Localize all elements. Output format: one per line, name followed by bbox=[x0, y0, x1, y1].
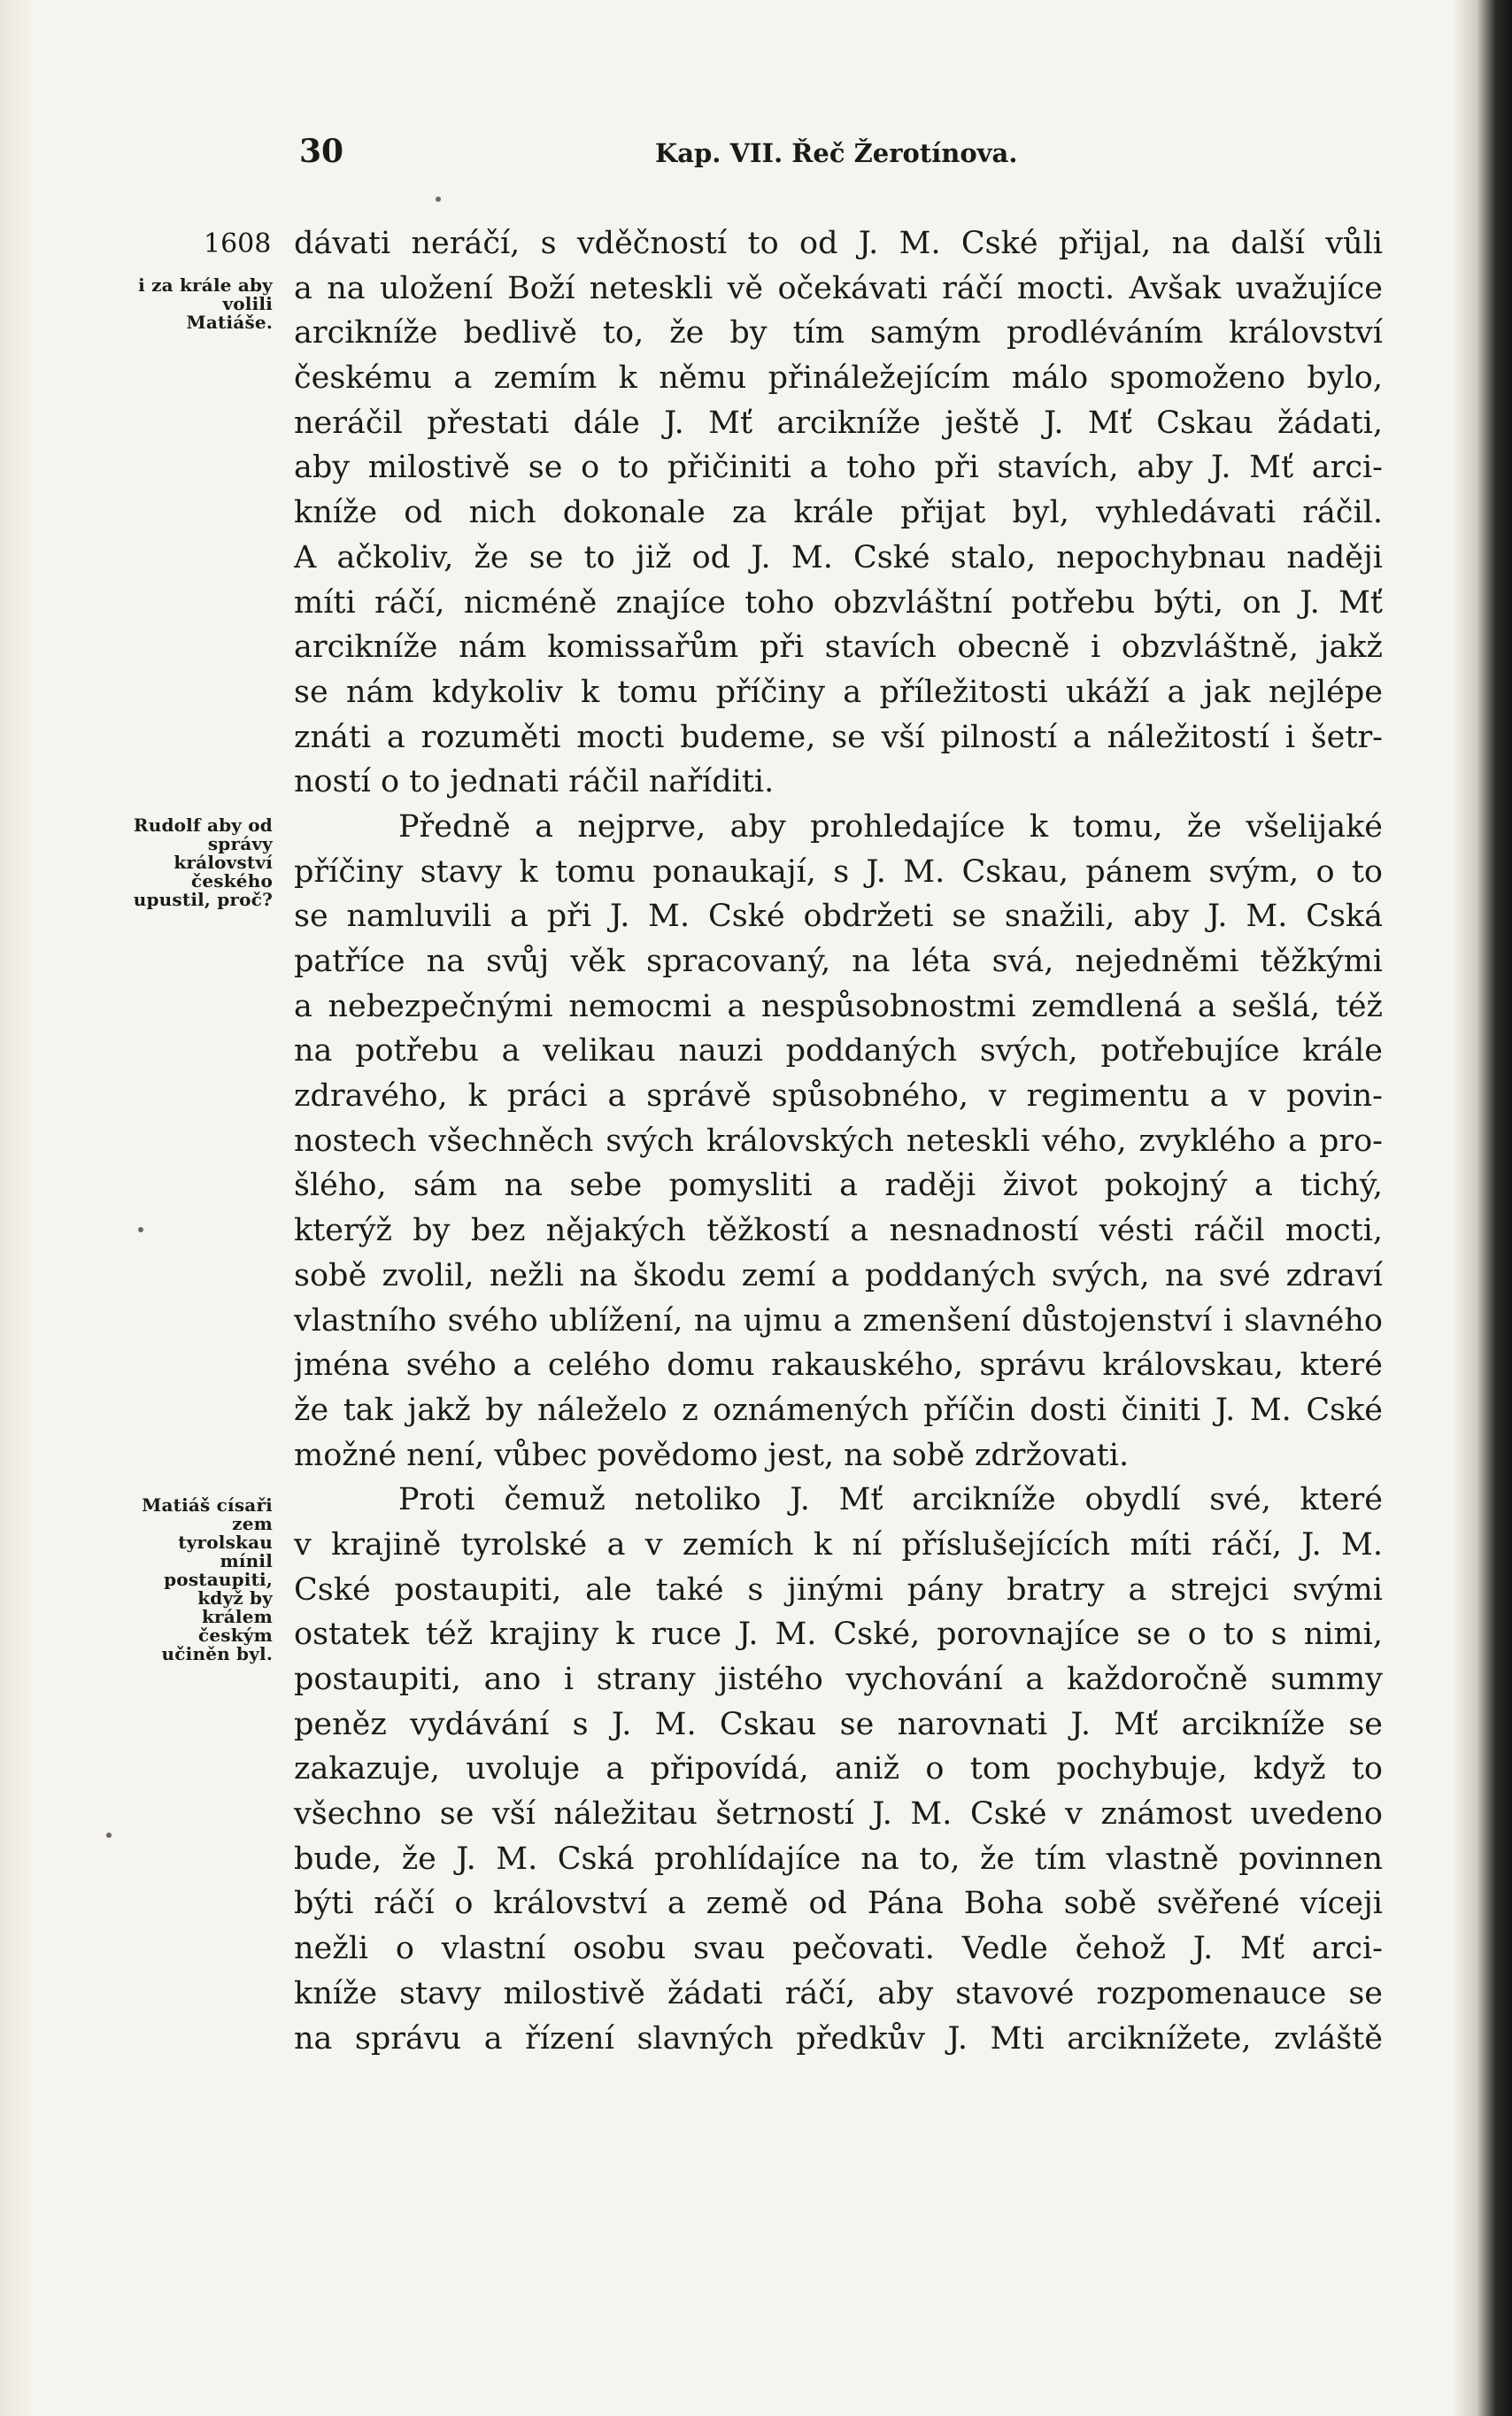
running-head: Kap. VII. Řeč Žerotínova. bbox=[655, 138, 1018, 168]
page-number: 30 bbox=[299, 133, 344, 170]
text-line: postaupiti, ano i strany jistého vychování a každoročně summy bbox=[294, 1662, 1383, 1697]
text-line: jména svého a celého domu rakauského, správu královskau, které bbox=[294, 1347, 1383, 1384]
body-text bbox=[294, 221, 1383, 2061]
margin-year: 1608 bbox=[204, 228, 272, 259]
text-line: na správu a řízení slavných předkův J. Mti arciknížete, zvláště bbox=[294, 2020, 1383, 2057]
text-line: možné není, vůbec povědomo jest, na sobě zdržovati. bbox=[294, 1437, 1130, 1473]
text-line: patříce na svůj věk spracovaný, na léta svá, nejedněmi těžkými bbox=[294, 944, 1383, 979]
text-line: na potřebu a velikau nauzi poddaných svých, potřebujíce krále bbox=[294, 1033, 1383, 1069]
text-line: příčiny stavy k tomu ponaukají, s J. M. Cskau, pánem svým, o to bbox=[294, 853, 1383, 890]
text-line: sobě zvolil, nežli na škodu zemí a poddaných svých, na své zdraví bbox=[294, 1257, 1383, 1293]
text-line: býti ráčí o království a země od Pána Boha sobě svěřené víceji bbox=[294, 1886, 1383, 1922]
text-line: zdravého, k práci a správě spůsobného, v regimentu a v povin- bbox=[294, 1078, 1383, 1115]
text-line: a nebezpečnými nemocmi a nespůsobnostmi zemdlená a sešlá, též bbox=[294, 988, 1383, 1024]
text-line: nostech všechněch svých královských neteskli vého, zvyklého a pro- bbox=[294, 1123, 1383, 1159]
text-line: dávati neráčí, s vděčností to od J. M. Cské přijal, na další vůli bbox=[294, 226, 1383, 261]
text-line: peněz vydávání s J. M. Cskau se narovnati J. Mť arcikníže se bbox=[294, 1706, 1383, 1742]
marginal-note: Rudolf aby od správy království českého upustil, proč? bbox=[133, 814, 273, 910]
text-line: Proti čemuž netoliko J. Mť arcikníže obydlí své, které bbox=[398, 1482, 1383, 1518]
marginal-note: i za krále aby volili Matiáše. bbox=[138, 274, 273, 333]
text-line: zakazuje, uvoluje a připovídá, aniž o tom pochybuje, když to bbox=[294, 1751, 1383, 1787]
text-line: šlého, sám na sebe pomysliti a raději život pokojný a tichý, bbox=[294, 1168, 1383, 1204]
text-line: ostatek též krajiny k ruce J. M. Cské, porovnajíce se o to s nimi, bbox=[294, 1617, 1383, 1653]
text-line: neráčil přestati dále J. Mť arcikníže ještě J. Mť Cskau žádati, bbox=[294, 405, 1383, 441]
marginal-note: Matiáš císaři zem tyrolskau mínil postaupiti, když by králem českým učiněn byl. bbox=[142, 1494, 273, 1664]
text-line: českému a zemím k němu přináležejícím málo spomoženo bylo, bbox=[294, 360, 1383, 397]
text-line: bude, že J. M. Cská prohlídajíce na to, že tím vlastně povinnen bbox=[294, 1841, 1383, 1877]
text-line: vlastního svého ublížení, na ujmu a zmenšení důstojenství i slavného bbox=[294, 1302, 1383, 1339]
text-line: aby milostivě se o to přičiniti a toho při stavích, aby J. Mť arci- bbox=[294, 450, 1383, 486]
text-line: arcikníže bedlivě to, že by tím samým prodléváním království bbox=[294, 315, 1383, 351]
text-line: v krajině tyrolské a v zemích k ní příslušejících míti ráčí, J. M. bbox=[294, 1526, 1383, 1563]
text-line: všechno se vší náležitau šetrností J. M. Cské v známost uvedeno bbox=[294, 1796, 1383, 1833]
text-line: ností o to jednati ráčil naříditi. bbox=[294, 764, 775, 800]
text-line: znáti a rozuměti mocti budeme, se vší pilností a náležitostí i šetr- bbox=[294, 719, 1383, 755]
text-line: kníže od nich dokonale za krále přijat byl, vyhledávati ráčil. bbox=[294, 495, 1383, 531]
print-speck bbox=[436, 197, 441, 202]
text-line: míti ráčí, nicméně znajíce toho obzvláštní potřebu býti, on J. Mť bbox=[294, 584, 1383, 621]
text-line: že tak jakž by náleželo z oznámených příčin dosti činiti J. M. Cské bbox=[294, 1392, 1383, 1428]
text-line: kníže stavy milostivě žádati ráčí, aby stavové rozpomenauce se bbox=[294, 1975, 1383, 2011]
text-line: se nám kdykoliv k tomu příčiny a příležitosti ukáží a jak nejlépe bbox=[294, 674, 1383, 710]
text-line: kterýž by bez nějakých těžkostí a nesnadností vésti ráčil mocti, bbox=[294, 1213, 1383, 1249]
text-line: a na uložení Boží neteskli vě očekávati ráčí mocti. Avšak uvažujíce bbox=[294, 270, 1383, 306]
text-line: arcikníže nám komissařům při stavích obecně i obzvláštně, jakž bbox=[294, 629, 1383, 666]
text-line: A ačkoliv, že se to již od J. M. Cské stalo, nepochybnau naději bbox=[294, 539, 1383, 575]
page-header bbox=[0, 133, 1512, 186]
print-speck bbox=[138, 1227, 143, 1232]
text-line: se namluvili a při J. M. Cské obdržeti se snažili, aby J. M. Cská bbox=[294, 899, 1383, 935]
text-line: Cské postaupiti, ale také s jinými pány bratry a strejci svými bbox=[294, 1571, 1383, 1608]
print-speck bbox=[106, 1833, 112, 1838]
text-line: Předně a nejprve, aby prohledajíce k tomu, že všelijaké bbox=[398, 808, 1383, 845]
text-line: nežli o vlastní osobu svau pečovati. Vedle čehož J. Mť arci- bbox=[294, 1931, 1383, 1967]
